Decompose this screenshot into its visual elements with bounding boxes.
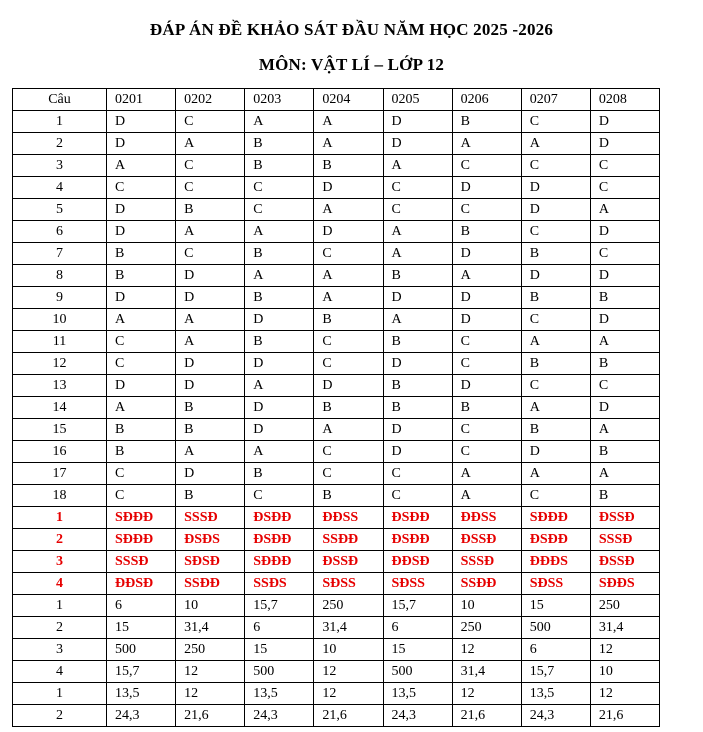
answer-cell: 6 [383, 617, 452, 639]
question-number-cell: 17 [13, 463, 107, 485]
question-number-cell: 7 [13, 243, 107, 265]
answer-cell: D [245, 309, 314, 331]
answer-cell: D [383, 133, 452, 155]
answer-cell: C [314, 331, 383, 353]
answer-cell: D [383, 441, 452, 463]
answer-cell: A [107, 155, 176, 177]
answer-cell: B [176, 419, 245, 441]
answer-cell: C [590, 155, 659, 177]
question-number-cell: 1 [13, 683, 107, 705]
answer-cell: 24,3 [383, 705, 452, 727]
table-row [13, 133, 660, 155]
answer-cell: D [176, 375, 245, 397]
answer-cell: D [107, 133, 176, 155]
table-row [13, 551, 660, 573]
table-row [13, 661, 660, 683]
answer-cell: 15,7 [245, 595, 314, 617]
table-row [13, 397, 660, 419]
answer-cell: B [521, 419, 590, 441]
header-cell-code: 0205 [383, 89, 452, 111]
table-row [13, 353, 660, 375]
answer-cell: C [176, 111, 245, 133]
table-row [13, 243, 660, 265]
table-row [13, 705, 660, 727]
answer-cell: D [176, 265, 245, 287]
header-cell-code: 0208 [590, 89, 659, 111]
answer-cell: C [521, 375, 590, 397]
answer-cell: SĐSS [383, 573, 452, 595]
page-subtitle: MÔN: VẬT LÍ – LỚP 12 [258, 55, 445, 74]
answer-cell: B [314, 309, 383, 331]
answer-cell: A [590, 199, 659, 221]
answer-cell: 15 [521, 595, 590, 617]
answer-cell: 500 [245, 661, 314, 683]
table-row [13, 177, 660, 199]
answer-cell: D [521, 199, 590, 221]
answer-cell: A [245, 375, 314, 397]
table-row [13, 683, 660, 705]
answer-cell: B [452, 221, 521, 243]
answer-cell: D [452, 375, 521, 397]
answer-cell: C [383, 485, 452, 507]
answer-cell: D [590, 309, 659, 331]
answer-cell: C [314, 441, 383, 463]
answer-cell: ĐĐSĐ [383, 551, 452, 573]
answer-cell: B [314, 485, 383, 507]
answer-cell: C [314, 243, 383, 265]
question-number-cell: 16 [13, 441, 107, 463]
table-row [13, 265, 660, 287]
answer-cell: B [521, 353, 590, 375]
answer-cell: A [590, 331, 659, 353]
header-cell-code: 0203 [245, 89, 314, 111]
answer-cell: SĐSS [521, 573, 590, 595]
question-number-cell: 4 [13, 177, 107, 199]
answer-cell: A [383, 309, 452, 331]
answer-cell: 24,3 [245, 705, 314, 727]
answer-cell: D [176, 353, 245, 375]
answer-cell: D [521, 441, 590, 463]
table-row [13, 309, 660, 331]
answer-cell: SĐĐĐ [245, 551, 314, 573]
answer-cell: B [107, 441, 176, 463]
question-number-cell: 2 [13, 705, 107, 727]
answer-cell: B [176, 397, 245, 419]
answer-cell: C [452, 419, 521, 441]
answer-cell: D [590, 111, 659, 133]
answer-cell: B [521, 287, 590, 309]
answer-cell: A [314, 111, 383, 133]
header-cell-code: 0207 [521, 89, 590, 111]
question-number-cell: 1 [13, 595, 107, 617]
answer-cell: D [590, 221, 659, 243]
answer-cell: A [521, 133, 590, 155]
answer-cell: 500 [107, 639, 176, 661]
answer-cell: D [383, 419, 452, 441]
answer-cell: D [314, 221, 383, 243]
question-number-cell: 3 [13, 155, 107, 177]
table-row [13, 375, 660, 397]
question-number-cell: 1 [13, 507, 107, 529]
answer-cell: 15,7 [107, 661, 176, 683]
answer-cell: D [383, 111, 452, 133]
answer-cell: C [521, 221, 590, 243]
answer-cell: C [107, 485, 176, 507]
answer-cell: 250 [176, 639, 245, 661]
answer-cell: A [383, 243, 452, 265]
answer-cell: SĐĐS [590, 573, 659, 595]
question-number-cell: 5 [13, 199, 107, 221]
answer-cell: C [521, 485, 590, 507]
answer-cell: B [245, 133, 314, 155]
answer-cell: ĐĐĐS [521, 551, 590, 573]
page-title: ĐÁP ÁN ĐỀ KHẢO SÁT ĐẦU NĂM HỌC 2025 -2026 [149, 20, 554, 39]
question-number-cell: 2 [13, 529, 107, 551]
question-number-cell: 4 [13, 573, 107, 595]
answer-cell: D [521, 177, 590, 199]
question-number-cell: 15 [13, 419, 107, 441]
answer-cell: C [314, 353, 383, 375]
answer-cell: SSSĐ [107, 551, 176, 573]
answer-cell: ĐSĐĐ [383, 507, 452, 529]
answer-cell: D [590, 397, 659, 419]
answer-cell: 21,6 [314, 705, 383, 727]
answer-cell: 250 [314, 595, 383, 617]
answer-cell: D [452, 177, 521, 199]
answer-cell: D [521, 265, 590, 287]
answer-cell: C [452, 353, 521, 375]
answer-cell: C [107, 177, 176, 199]
answer-cell: B [590, 441, 659, 463]
answer-cell: A [314, 265, 383, 287]
table-row [13, 155, 660, 177]
answer-cell: A [176, 441, 245, 463]
answer-cell: C [107, 331, 176, 353]
table-row [13, 617, 660, 639]
table-row [13, 485, 660, 507]
answer-cell: B [245, 331, 314, 353]
answer-key-table [12, 88, 660, 727]
answer-cell: 13,5 [521, 683, 590, 705]
answer-cell: D [107, 375, 176, 397]
answer-cell: A [590, 419, 659, 441]
answer-cell: B [107, 265, 176, 287]
answer-cell: C [314, 463, 383, 485]
answer-cell: C [245, 199, 314, 221]
answer-cell: B [314, 155, 383, 177]
answer-cell: ĐSSĐ [590, 507, 659, 529]
answer-cell: 21,6 [176, 705, 245, 727]
answer-cell: A [452, 463, 521, 485]
answer-cell: SSĐĐ [314, 529, 383, 551]
answer-cell: D [245, 353, 314, 375]
answer-cell: 21,6 [452, 705, 521, 727]
answer-cell: A [452, 485, 521, 507]
answer-cell: B [107, 243, 176, 265]
answer-cell: A [314, 419, 383, 441]
answer-cell: ĐSSĐ [452, 529, 521, 551]
answer-cell: A [176, 309, 245, 331]
answer-cell: B [452, 111, 521, 133]
table-row [13, 573, 660, 595]
answer-rows [13, 111, 660, 727]
answer-cell: D [107, 111, 176, 133]
answer-cell: C [452, 441, 521, 463]
answer-cell: B [245, 287, 314, 309]
question-number-cell: 6 [13, 221, 107, 243]
answer-cell: D [383, 287, 452, 309]
question-number-cell: 1 [13, 111, 107, 133]
answer-cell: 10 [176, 595, 245, 617]
answer-cell: A [521, 397, 590, 419]
header-cell-code: 0206 [452, 89, 521, 111]
answer-cell: C [245, 177, 314, 199]
answer-cell: B [383, 265, 452, 287]
question-number-cell: 11 [13, 331, 107, 353]
answer-cell: B [245, 463, 314, 485]
answer-cell: SSĐS [245, 573, 314, 595]
answer-cell: 15,7 [383, 595, 452, 617]
answer-cell: A [452, 133, 521, 155]
header-cell-code: 0202 [176, 89, 245, 111]
answer-cell: B [590, 353, 659, 375]
answer-cell: A [176, 133, 245, 155]
answer-cell: A [314, 199, 383, 221]
table-row [13, 441, 660, 463]
answer-cell: 12 [590, 683, 659, 705]
answer-cell: C [107, 353, 176, 375]
question-number-cell: 14 [13, 397, 107, 419]
question-number-cell: 12 [13, 353, 107, 375]
answer-cell: 31,4 [590, 617, 659, 639]
answer-cell: B [176, 199, 245, 221]
answer-cell: 250 [452, 617, 521, 639]
answer-cell: C [452, 199, 521, 221]
answer-cell: A [245, 265, 314, 287]
answer-cell: 10 [590, 661, 659, 683]
answer-cell: A [521, 331, 590, 353]
answer-cell: D [590, 133, 659, 155]
answer-cell: ĐSSĐ [590, 551, 659, 573]
table-row [13, 111, 660, 133]
answer-cell: 10 [314, 639, 383, 661]
table-row [13, 199, 660, 221]
answer-cell: 31,4 [314, 617, 383, 639]
answer-cell: SĐĐĐ [521, 507, 590, 529]
answer-cell: SĐSS [314, 573, 383, 595]
table-row [13, 221, 660, 243]
answer-cell: 12 [176, 683, 245, 705]
answer-cell: ĐSĐS [176, 529, 245, 551]
answer-cell: B [107, 419, 176, 441]
header-cell-code: 0201 [107, 89, 176, 111]
answer-cell: D [452, 309, 521, 331]
question-number-cell: 2 [13, 133, 107, 155]
answer-cell: C [176, 177, 245, 199]
answer-cell: C [245, 485, 314, 507]
answer-cell: ĐSĐĐ [521, 529, 590, 551]
answer-cell: SSSĐ [590, 529, 659, 551]
answer-cell: C [383, 199, 452, 221]
answer-cell: D [452, 287, 521, 309]
question-number-cell: 10 [13, 309, 107, 331]
table-row [13, 287, 660, 309]
answer-cell: B [176, 485, 245, 507]
answer-cell: 15 [383, 639, 452, 661]
answer-cell: B [245, 243, 314, 265]
question-number-cell: 9 [13, 287, 107, 309]
answer-cell: D [107, 221, 176, 243]
answer-cell: 12 [452, 683, 521, 705]
answer-cell: C [107, 463, 176, 485]
answer-cell: D [383, 353, 452, 375]
answer-cell: A [245, 111, 314, 133]
answer-cell: ĐSĐĐ [245, 529, 314, 551]
table-row [13, 639, 660, 661]
answer-cell: C [590, 177, 659, 199]
answer-cell: 500 [521, 617, 590, 639]
answer-cell: SSSĐ [452, 551, 521, 573]
answer-cell: SĐĐĐ [107, 507, 176, 529]
answer-cell: A [176, 221, 245, 243]
table-row [13, 419, 660, 441]
table-row [13, 331, 660, 353]
answer-cell: D [245, 397, 314, 419]
header-cell-code: 0204 [314, 89, 383, 111]
table-row [13, 595, 660, 617]
answer-cell: 6 [107, 595, 176, 617]
answer-cell: 15 [245, 639, 314, 661]
answer-cell: A [383, 221, 452, 243]
answer-cell: 31,4 [176, 617, 245, 639]
answer-cell: C [383, 177, 452, 199]
answer-cell: A [176, 331, 245, 353]
answer-cell: C [521, 111, 590, 133]
answer-cell: C [176, 243, 245, 265]
question-number-cell: 4 [13, 661, 107, 683]
answer-cell: A [452, 265, 521, 287]
table-row [13, 507, 660, 529]
answer-cell: 6 [245, 617, 314, 639]
answer-cell: 13,5 [245, 683, 314, 705]
answer-cell: A [521, 463, 590, 485]
answer-cell: 12 [176, 661, 245, 683]
answer-cell: ĐSSĐ [314, 551, 383, 573]
answer-cell: B [590, 287, 659, 309]
question-number-cell: 8 [13, 265, 107, 287]
answer-cell: ĐĐSS [452, 507, 521, 529]
answer-cell: 31,4 [452, 661, 521, 683]
answer-cell: ĐĐSĐ [107, 573, 176, 595]
answer-cell: B [521, 243, 590, 265]
answer-cell: A [314, 287, 383, 309]
answer-cell: D [176, 287, 245, 309]
answer-cell: C [383, 463, 452, 485]
answer-cell: B [383, 397, 452, 419]
answer-cell: 21,6 [590, 705, 659, 727]
answer-cell: B [383, 331, 452, 353]
answer-cell: 12 [314, 661, 383, 683]
answer-cell: D [314, 375, 383, 397]
answer-cell: D [314, 177, 383, 199]
table-row [13, 463, 660, 485]
answer-cell: SSSĐ [176, 507, 245, 529]
answer-cell: A [245, 221, 314, 243]
answer-cell: ĐĐSS [314, 507, 383, 529]
answer-cell: SĐSĐ [176, 551, 245, 573]
answer-cell: B [452, 397, 521, 419]
question-number-cell: 3 [13, 551, 107, 573]
answer-cell: 15 [107, 617, 176, 639]
answer-cell: 10 [452, 595, 521, 617]
answer-cell: D [452, 243, 521, 265]
answer-cell: B [314, 397, 383, 419]
answer-cell: 13,5 [107, 683, 176, 705]
header-row [13, 89, 660, 111]
answer-cell: C [521, 155, 590, 177]
answer-cell: A [245, 441, 314, 463]
answer-cell: A [107, 309, 176, 331]
answer-cell: A [590, 463, 659, 485]
answer-cell: D [107, 199, 176, 221]
answer-cell: D [176, 463, 245, 485]
answer-cell: 500 [383, 661, 452, 683]
answer-cell: 15,7 [521, 661, 590, 683]
answer-cell: SSĐĐ [176, 573, 245, 595]
answer-cell: A [383, 155, 452, 177]
answer-cell: A [314, 133, 383, 155]
answer-cell: C [521, 309, 590, 331]
answer-cell: A [107, 397, 176, 419]
answer-cell: 12 [452, 639, 521, 661]
answer-cell: SSĐĐ [452, 573, 521, 595]
answer-cell: B [245, 155, 314, 177]
answer-cell: C [452, 331, 521, 353]
answer-cell: ĐSĐĐ [245, 507, 314, 529]
answer-cell: 6 [521, 639, 590, 661]
answer-cell: 24,3 [521, 705, 590, 727]
answer-cell: B [383, 375, 452, 397]
answer-cell: 24,3 [107, 705, 176, 727]
question-number-cell: 3 [13, 639, 107, 661]
answer-cell: C [176, 155, 245, 177]
answer-cell: B [590, 485, 659, 507]
question-number-cell: 2 [13, 617, 107, 639]
answer-cell: SĐĐĐ [107, 529, 176, 551]
question-number-cell: 18 [13, 485, 107, 507]
answer-cell: D [590, 265, 659, 287]
answer-cell: C [590, 243, 659, 265]
question-number-cell: 13 [13, 375, 107, 397]
answer-cell: D [107, 287, 176, 309]
answer-cell: C [590, 375, 659, 397]
header-cell-question: Câu [13, 89, 107, 111]
answer-cell: ĐSĐĐ [383, 529, 452, 551]
answer-cell: 250 [590, 595, 659, 617]
answer-cell: 12 [314, 683, 383, 705]
answer-cell: C [452, 155, 521, 177]
table-row [13, 529, 660, 551]
answer-cell: 12 [590, 639, 659, 661]
answer-cell: D [245, 419, 314, 441]
answer-cell: 13,5 [383, 683, 452, 705]
